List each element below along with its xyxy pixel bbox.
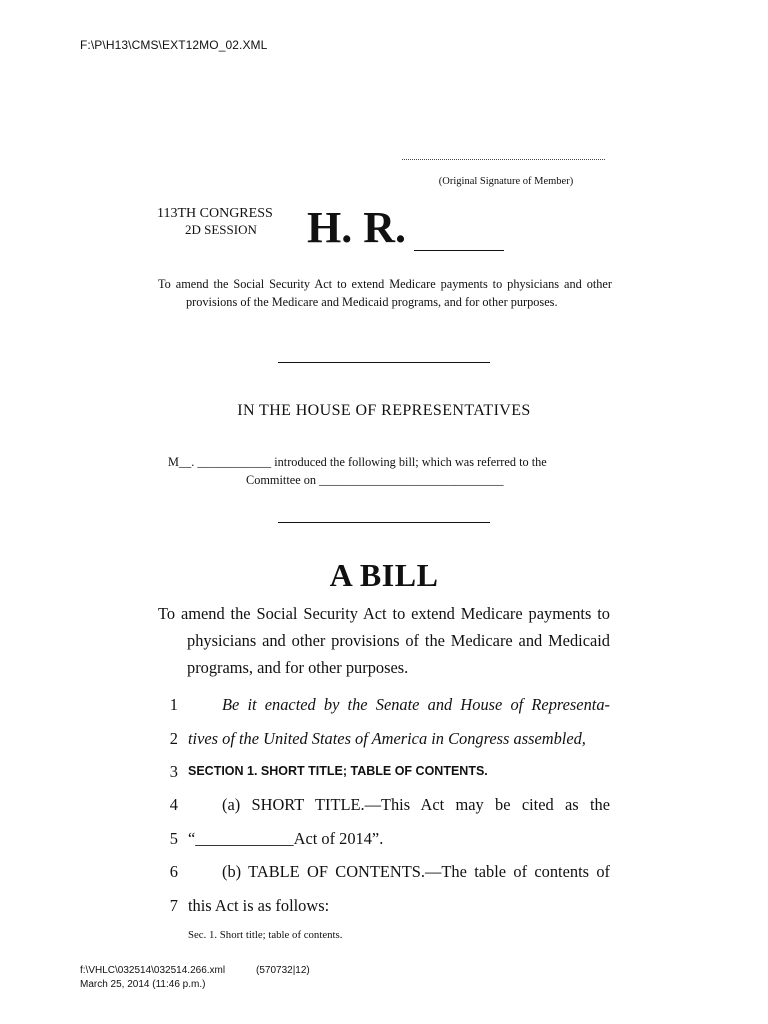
line-number: 3 [169, 762, 178, 781]
line-number: 1 [169, 695, 178, 714]
enacting-clause: Be it enacted by the Senate and House of Representa- [222, 695, 610, 714]
purpose-summary: To amend the Social Security Act to extend Medicare payments to physicians and other provisions of the Medicare and Medicaid programs, and for other purposes. [158, 277, 612, 309]
bill-line [150, 688, 610, 721]
footer-path: f:\VHLC\032514\032514.266.xml [80, 965, 226, 976]
line-number: 2 [169, 729, 178, 748]
introduction-line: M__. ____________ introduced the following bill; which was referred to the [168, 455, 547, 469]
bill-line [150, 855, 610, 888]
toc-intro-text: this Act is as follows: [188, 896, 330, 915]
toc-item: Sec. 1. Short title; table of contents. [188, 929, 343, 941]
signature-caption: (Original Signature of Member) [438, 176, 574, 187]
congress-session: 2D SESSION [185, 222, 257, 237]
bill-number-blank [414, 250, 504, 251]
footer-id: (570732|12) [256, 965, 310, 976]
divider-rule [278, 362, 490, 363]
footer-date: March 25, 2014 (11:46 p.m.) [80, 979, 206, 990]
house-heading: IN THE HOUSE OF REPRESENTATIVES [237, 402, 531, 419]
enacting-clause: tives of the United States of America in Congress assembled, [188, 729, 586, 748]
bill-line [150, 722, 610, 755]
committee-line: Committee on ______________________________ [246, 473, 504, 487]
short-title-text: (a) SHORT TITLE.—This Act may be cited as the [222, 795, 610, 814]
line-number: 4 [169, 795, 178, 814]
bill-line [150, 755, 610, 788]
section-heading: SECTION 1. SHORT TITLE; TABLE OF CONTENTS. [188, 764, 488, 778]
short-title-text: “____________Act of 2014”. [188, 829, 384, 848]
toc-intro-text: (b) TABLE OF CONTENTS.—The table of contents of [222, 862, 610, 881]
divider-rule [278, 522, 490, 523]
congress-number: 113TH CONGRESS [157, 206, 273, 221]
bill-line [150, 889, 610, 922]
line-number: 7 [169, 896, 178, 915]
line-number: 5 [169, 829, 178, 848]
file-path-header: F:\P\H13\CMS\EXT12MO_02.XML [80, 38, 268, 52]
bill-line [150, 788, 610, 821]
signature-line [402, 159, 605, 160]
bill-purpose: To amend the Social Security Act to extend Medicare payments to physicians and other provisions of the Medicare and Medicaid programs, and for other purposes. [158, 604, 610, 677]
bill-title: A BILL [329, 557, 439, 593]
bill-number-heading: H. R. [307, 203, 406, 252]
line-number: 6 [169, 862, 178, 881]
bill-line [150, 822, 610, 855]
